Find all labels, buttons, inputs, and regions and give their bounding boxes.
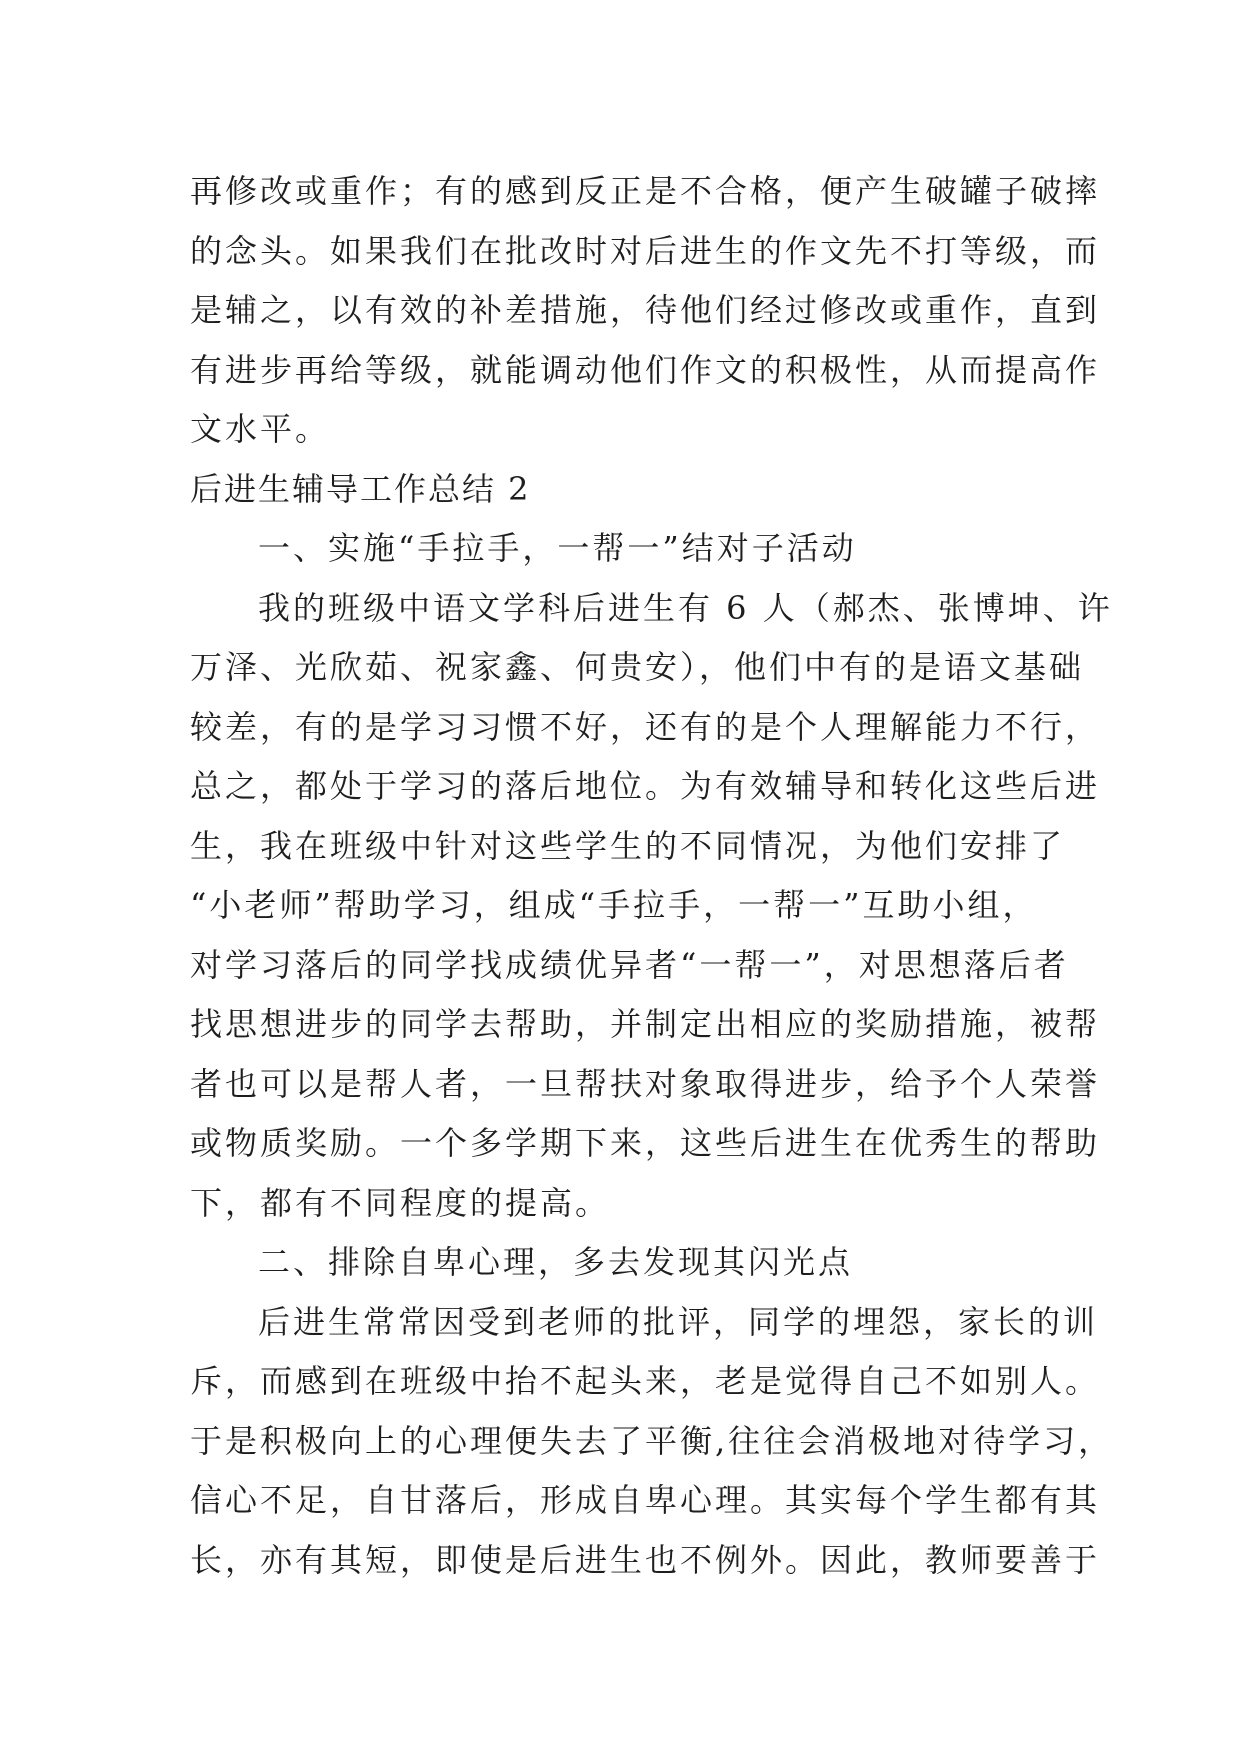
paragraph-line: 再修改或重作；有的感到反正是不合格，便产生破罐子破摔 (190, 172, 1101, 210)
paragraph-line: 有进步再给等级，就能调动他们作文的积极性，从而提高作 (190, 350, 1101, 389)
paragraph-line: 斥，而感到在班级中抬不起头来，老是觉得自己不如别人。 (190, 1362, 1101, 1400)
subheading: 二、排除自卑心理，多去发现其闪光点 (258, 1243, 854, 1281)
paragraph-line: “小老师”帮助学习，组成“手拉手，一帮一”互助小组， (190, 886, 1038, 924)
paragraph-line: 于是积极向上的心理便失去了平衡,往往会消极地对待学习， (190, 1421, 1114, 1460)
paragraph-line: 下，都有不同程度的提高。 (190, 1183, 611, 1222)
paragraph-line: 后进生常常因受到老师的批评，同学的埋怨，家长的训 (258, 1302, 1099, 1341)
paragraph-line: 信心不足，自甘落后，形成自卑心理。其实每个学生都有其 (190, 1481, 1101, 1519)
paragraph-line: 是辅之，以有效的补差措施，待他们经过修改或重作，直到 (190, 291, 1101, 329)
paragraph-line: 找思想进步的同学去帮助，并制定出相应的奖励措施，被帮 (190, 1005, 1101, 1043)
paragraph-line: 我的班级中语文学科后进生有 6 人（郝杰、张博坤、许 (258, 588, 1113, 627)
subheading: 一、实施“手拉手，一帮一”结对子活动 (258, 529, 857, 567)
paragraph-line: 万泽、光欣茹、祝家鑫、何贵安），他们中有的是语文基础 (190, 648, 1085, 686)
paragraph-line: 文水平。 (190, 410, 331, 448)
section-title: 后进生辅导工作总结 2 (190, 469, 531, 508)
paragraph-line: 总之，都处于学习的落后地位。为有效辅导和转化这些后进 (190, 767, 1101, 805)
paragraph-line: 者也可以是帮人者，一旦帮扶对象取得进步，给予个人荣誉 (190, 1064, 1101, 1103)
document-body (190, 162, 1114, 1590)
paragraph-line: 对学习落后的同学找成绩优异者“一帮一”，对思想落后者 (190, 945, 1069, 984)
paragraph-line: 或物质奖励。一个多学期下来，这些后进生在优秀生的帮助 (190, 1124, 1101, 1162)
paragraph-line: 生，我在班级中针对这些学生的不同情况，为他们安排了 (190, 826, 1066, 865)
paragraph-line: 较差，有的是学习习惯不好，还有的是个人理解能力不行， (190, 707, 1101, 746)
paragraph-line: 的念头。如果我们在批改时对后进生的作文先不打等级，而 (190, 231, 1101, 270)
paragraph-line: 长，亦有其短，即使是后进生也不例外。因此，教师要善于 (190, 1540, 1101, 1579)
